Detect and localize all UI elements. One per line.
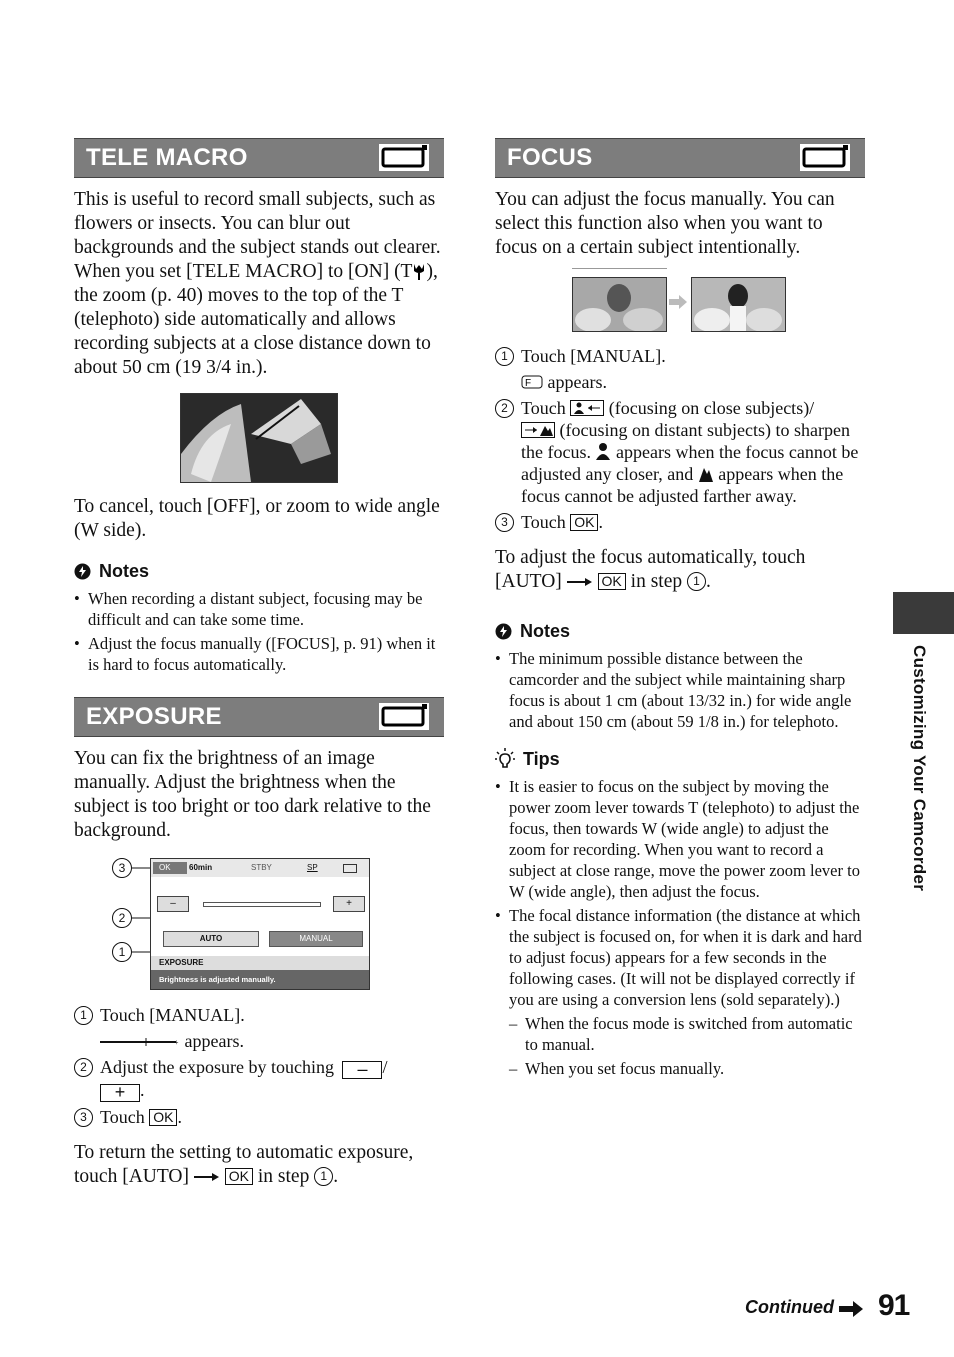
- ok-button[interactable]: OK: [153, 862, 187, 874]
- step-number: 2: [74, 1058, 93, 1077]
- screen-title: EXPOSURE: [151, 956, 369, 970]
- plus-button[interactable]: +: [333, 896, 365, 912]
- step-text: Touch: [521, 398, 566, 418]
- exposure-step-1-result: [74, 1030, 444, 1052]
- camera-mode-icon: [378, 143, 430, 172]
- ok-icon: OK: [225, 1168, 253, 1185]
- step-ref: 1: [314, 1167, 333, 1186]
- svg-text:F: F: [525, 378, 532, 389]
- focus-step-2: [495, 397, 865, 507]
- step-text: Touch [MANUAL].: [100, 1005, 245, 1025]
- appears-text: appears.: [547, 372, 607, 392]
- tip-item: • The focal distance information (the distance at which the subject is focused on, for when it is dark and hard to adjust focus) appears for a few seconds in the following cases. (It will not be displayed correctly if you are using a conversion lens (sold separately).): [495, 905, 865, 1010]
- auto-step-text: in step: [630, 571, 683, 592]
- step-number: 3: [495, 513, 514, 532]
- tulip-icon: [412, 262, 426, 280]
- plus-button-icon: +: [100, 1084, 140, 1102]
- step-text: Touch: [521, 512, 566, 532]
- callout-3: 3: [112, 858, 132, 878]
- tele-macro-setting-a: When you set [TELE MACRO] to [ON] (T: [74, 261, 413, 282]
- notes-heading: [74, 560, 444, 582]
- notes-icon: [495, 623, 512, 640]
- status-text: STBY: [251, 863, 272, 872]
- step-number: 1: [74, 1006, 93, 1025]
- callout-1: 1: [112, 942, 132, 962]
- notes-title: Notes: [99, 561, 150, 581]
- return-step-text: in step: [257, 1166, 310, 1187]
- note-item: • When recording a distant subject, focusing may be difficult and can take some time.: [74, 588, 444, 630]
- tele-macro-cancel: To cancel, touch [OFF], or zoom to wide angle (W side).: [74, 496, 440, 541]
- camera-mode-icon: [799, 143, 851, 172]
- section-header-focus: [495, 138, 865, 178]
- focus-intro: You can adjust the focus manually. You can select this function also when you want to focus on a certain subject intentionally.: [495, 189, 835, 258]
- person-icon: [595, 442, 611, 460]
- notes-title: Notes: [520, 621, 571, 641]
- step-number: 3: [74, 1108, 93, 1127]
- exposure-return: To return the setting to automatic exposure, touch [AUTO] OK in step 1 .: [74, 1142, 414, 1187]
- step-text: appears when the focus cannot be adjusted farther away.: [521, 464, 844, 506]
- battery-icon: [343, 864, 357, 873]
- right-arrow-icon: [669, 295, 687, 309]
- tips-heading: [495, 748, 865, 770]
- minus-button[interactable]: –: [157, 896, 189, 912]
- tele-macro-intro: This is useful to record small subjects, such as flowers or insects. You can blur out backgrounds and the subject stands out clearer.: [74, 189, 441, 258]
- mountain-icon: [698, 464, 714, 482]
- step-text: Touch [MANUAL].: [521, 346, 666, 366]
- section-title: TELE MACRO: [86, 144, 248, 171]
- chapter-tab: [893, 592, 954, 634]
- blurred-photo: [572, 277, 667, 332]
- subtip-item: – When the focus mode is switched from automatic to manual.: [495, 1013, 865, 1055]
- camera-mode-icon: [378, 702, 430, 731]
- step-number: 1: [495, 347, 514, 366]
- exposure-intro: You can fix the brightness of an image manually. Adjust the brightness when the subject is too bright or too dark relative to the background.: [74, 748, 431, 841]
- step-text: Adjust the exposure by touching: [100, 1057, 334, 1077]
- close-focus-button-icon: [570, 400, 604, 416]
- exposure-bar-icon: [100, 1038, 180, 1046]
- exposure-slider[interactable]: [203, 902, 321, 907]
- step-text: (focusing on close subjects)/: [608, 398, 815, 418]
- step-ref: 1: [687, 572, 706, 591]
- exposure-step-2: 2 Adjust the exposure by touching – / + .: [74, 1056, 444, 1102]
- butterfly-photo: [180, 393, 338, 483]
- chapter-label: Customizing Your Camcorder: [910, 645, 929, 892]
- manual-focus-icon: [521, 375, 543, 389]
- lcd-screen: [150, 858, 370, 990]
- tips-title: Tips: [523, 749, 560, 769]
- section-title: FOCUS: [507, 144, 593, 171]
- ok-icon: OK: [570, 514, 598, 531]
- ok-icon: OK: [149, 1109, 177, 1126]
- appears-text: appears.: [184, 1031, 244, 1051]
- minus-button-icon: –: [342, 1061, 382, 1079]
- return-text: To return the setting to automatic exposure, touch [AUTO]: [74, 1142, 414, 1187]
- section-title: EXPOSURE: [86, 703, 222, 730]
- focus-photos: [495, 277, 865, 333]
- page-number: 91: [878, 1289, 910, 1322]
- subtip-item: – When you set focus manually.: [495, 1058, 865, 1079]
- left-column: [74, 138, 444, 1189]
- right-arrow-icon: [839, 1301, 863, 1317]
- focus-step-1: [495, 345, 865, 367]
- exposure-step-1: [74, 1004, 444, 1026]
- step-text: (focusing on distant subjects) to sharpen the focus.: [521, 420, 850, 462]
- exposure-step-3: 3 Touch OK .: [74, 1106, 444, 1128]
- step-number: 2: [495, 399, 514, 418]
- sharp-photo: [691, 277, 786, 332]
- focus-auto: To adjust the focus automatically, touch [AUTO] OK in step 1 .: [495, 547, 806, 592]
- right-arrow-icon: [194, 1172, 220, 1182]
- notes-heading: [495, 620, 865, 642]
- screen-message: Brightness is adjusted manually.: [151, 970, 369, 989]
- focus-step-1-result: [495, 371, 865, 393]
- tele-macro-setting: [74, 260, 444, 380]
- section-header-exposure: [74, 697, 444, 737]
- step-text: Touch: [100, 1107, 145, 1127]
- continued-label: Continued: [745, 1297, 834, 1317]
- auto-button[interactable]: AUTO: [163, 931, 259, 947]
- right-arrow-icon: [567, 577, 593, 587]
- note-item: • Adjust the focus manually ([FOCUS], p. 91) when it is hard to focus automatically.: [74, 633, 444, 675]
- tip-item: • It is easier to focus on the subject by moving the power zoom lever towards T (telephoto) to adjust the focus, then towards W (wide angle) to adjust the zoom for recording. When you want to record a subject at close range, move the power zoom lever to W (wide angle), then adjust the focus.: [495, 776, 865, 902]
- step-text: appears when the focus cannot be adjusted any closer, and: [521, 442, 859, 484]
- lightbulb-icon: [495, 748, 515, 770]
- auto-text: To adjust the focus automatically, touch [AUTO]: [495, 547, 806, 592]
- svg-text:+: +: [174, 1038, 179, 1046]
- section-header-tele-macro: [74, 138, 444, 178]
- step-text-sep: /: [382, 1057, 388, 1077]
- far-focus-button-icon: [521, 422, 555, 438]
- battery-time: 60min: [189, 863, 213, 872]
- exposure-screen-figure: [74, 858, 444, 991]
- note-item: • The minimum possible distance between the camcorder and the subject while maintaining sharp focus is about 1 cm (about 13/32 in.) for wide angle and about 150 cm (about 59 1/8 in.) for telephoto.: [495, 648, 865, 732]
- sp-indicator: SP: [307, 863, 318, 872]
- callout-2: 2: [112, 908, 132, 928]
- notes-icon: [74, 563, 91, 580]
- focus-step-3: 3 Touch OK .: [495, 511, 865, 533]
- right-column: [495, 138, 865, 1079]
- ok-icon: OK: [598, 573, 626, 590]
- tele-macro-setting-b: ), the zoom (p. 40) moves to the top of the T (telephoto) side automatically and allows recording subjects at a close distance down to about 50 cm (19 3/4 in.).: [74, 261, 438, 378]
- manual-button[interactable]: MANUAL: [269, 931, 363, 947]
